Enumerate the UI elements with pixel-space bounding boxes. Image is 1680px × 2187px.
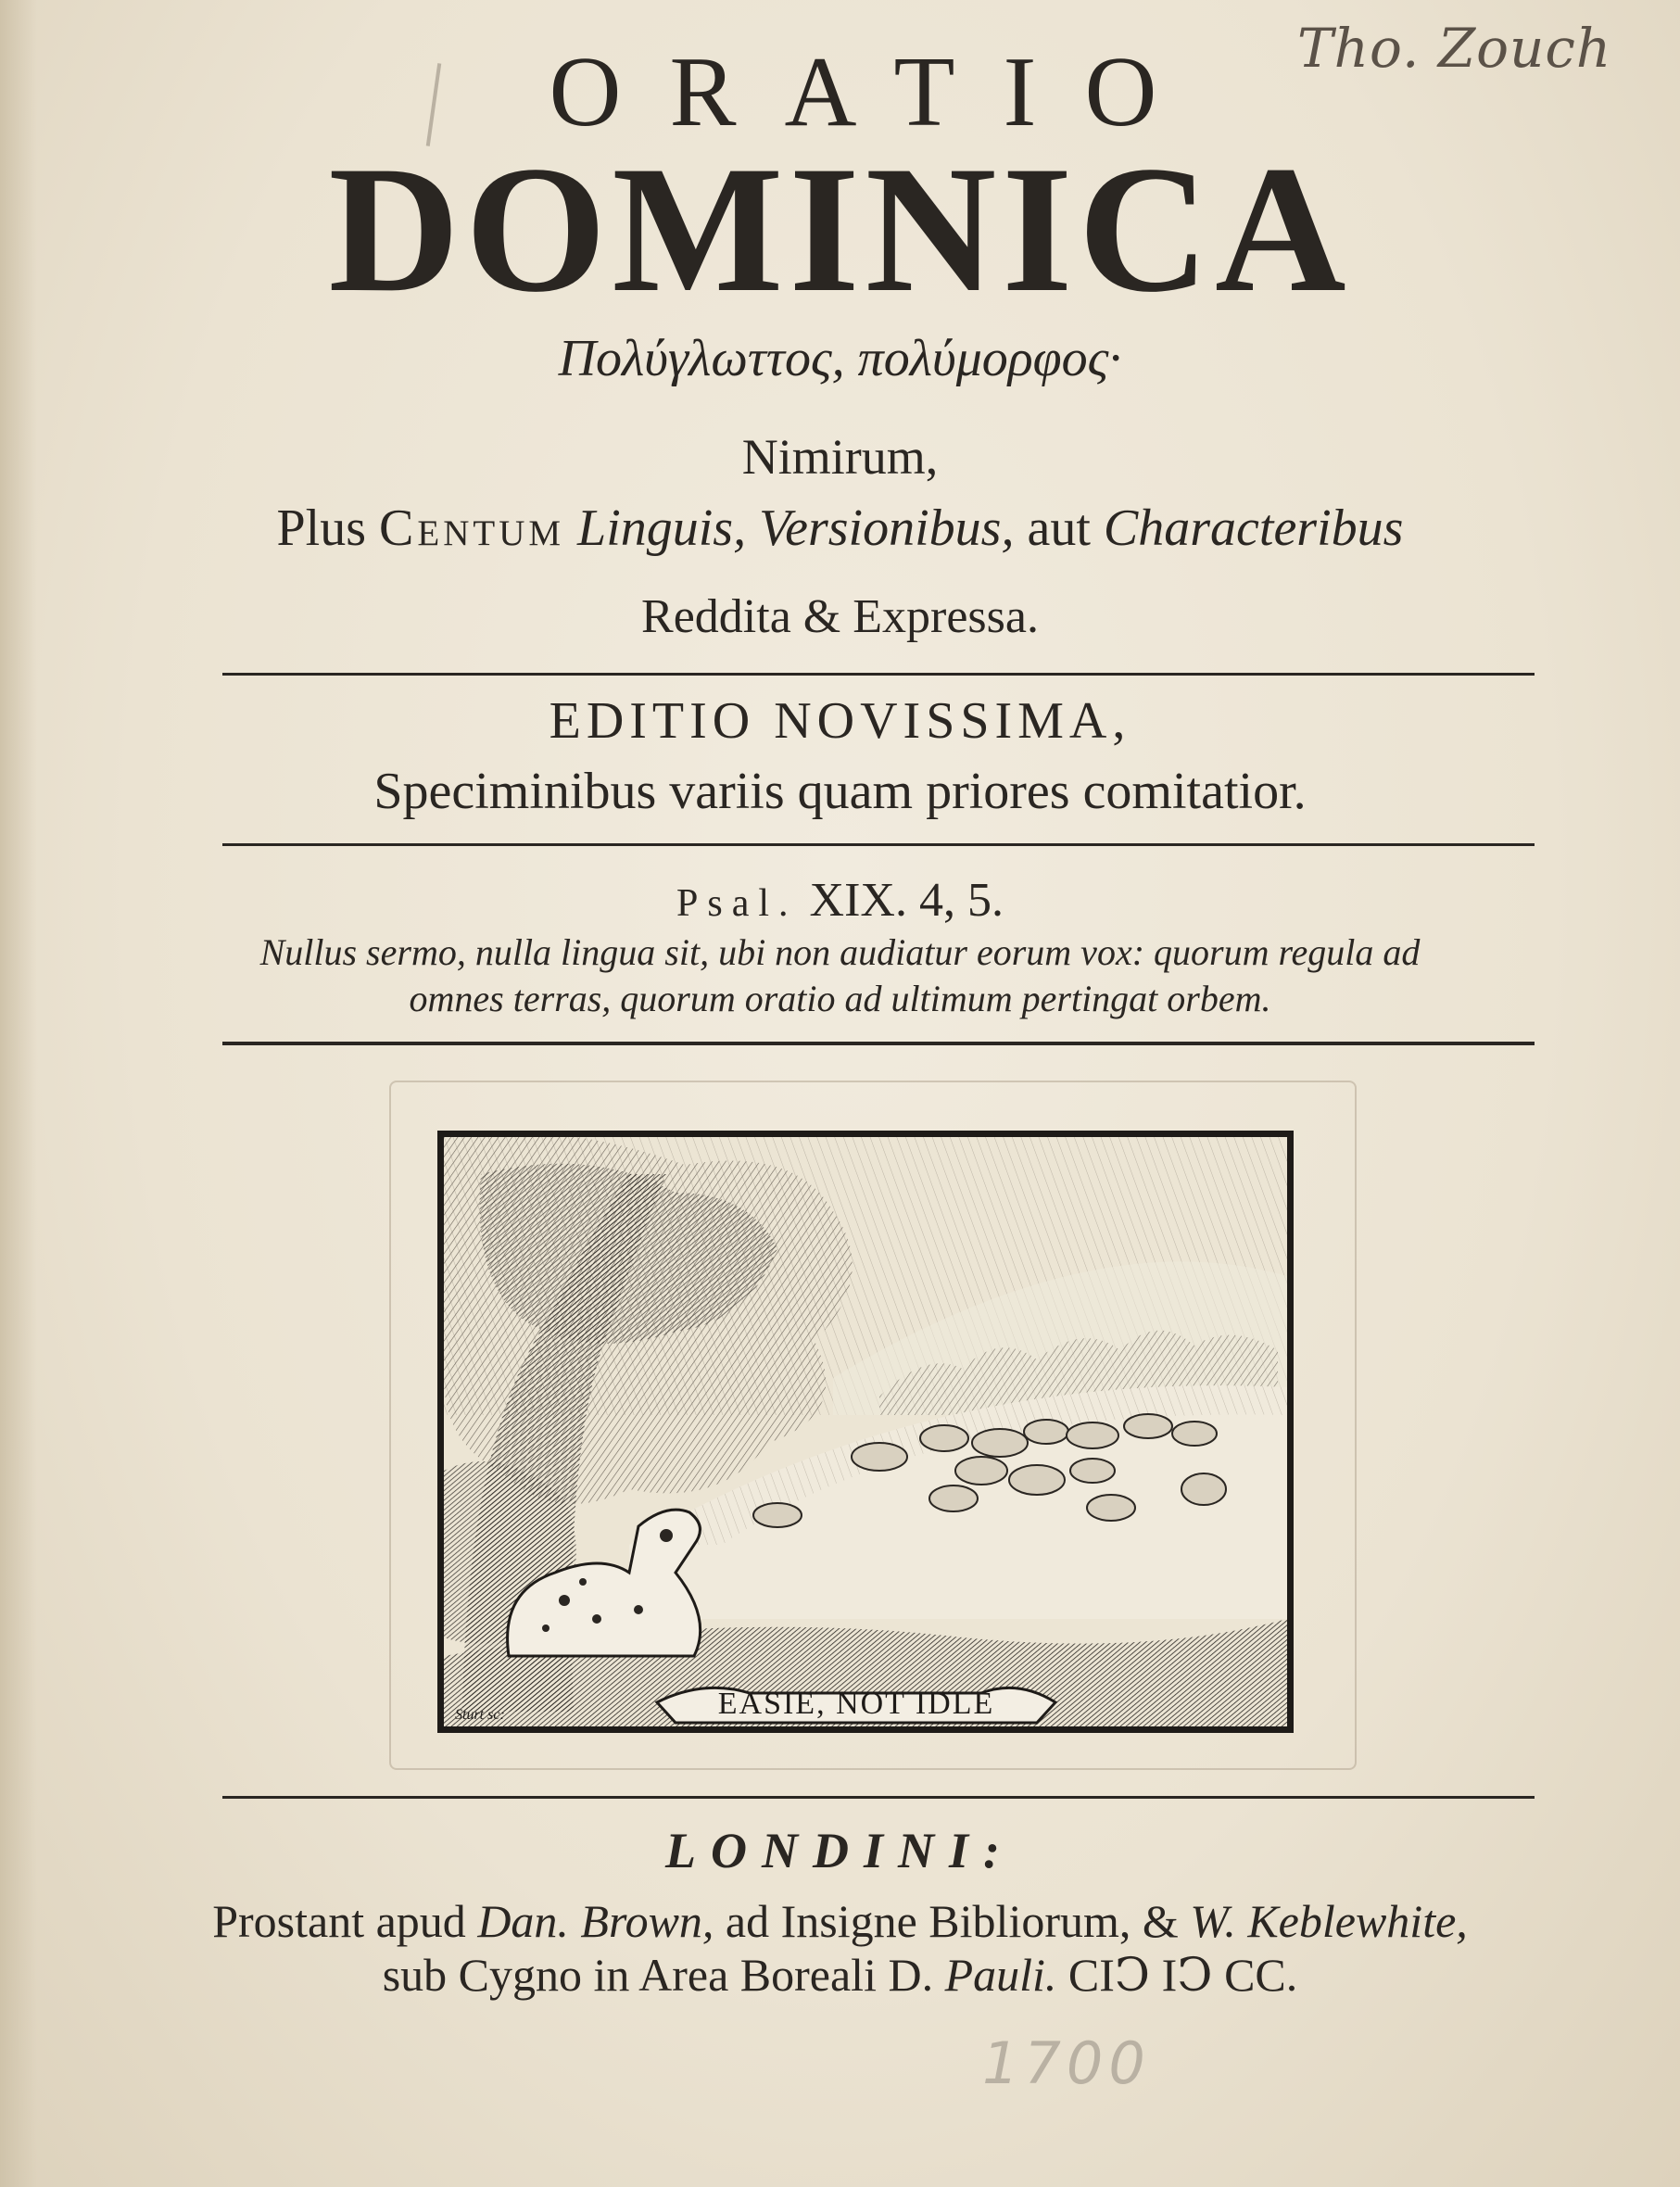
rule-divider bbox=[222, 1796, 1535, 1799]
subtitle-nimirum: Nimirum, bbox=[741, 429, 939, 485]
word-versionibus: Versionibus, bbox=[759, 499, 1015, 557]
vignette-illustration bbox=[444, 1137, 1287, 1726]
epigraph-ref-prefix: Psal. bbox=[676, 882, 798, 925]
rule-divider bbox=[222, 673, 1535, 676]
word-characteribus: Characteribus bbox=[1103, 499, 1404, 557]
epigraph-text-line1: Nullus sermo, nulla lingua sit, ubi non audiatur eorum vox: quorum regula ad bbox=[259, 931, 1421, 973]
imprint-publisher-brown: Dan. Brown, bbox=[477, 1895, 714, 1947]
imprint-prostant: Prostant apud bbox=[212, 1895, 466, 1947]
epigraph-text-line2: omnes terras, quorum oratio ad ultimum pertingat orbem. bbox=[409, 978, 1271, 1019]
word-plus: Plus bbox=[276, 499, 367, 557]
engraver-signature: Sturt sc: bbox=[455, 1707, 505, 1723]
pencil-date-note: 1700 bbox=[982, 2029, 1151, 2097]
imprint-year: CIↃ IↃ CC. bbox=[1067, 1949, 1298, 2001]
imprint-insigne: ad Insigne Bibliorum, & bbox=[725, 1895, 1179, 1947]
epigraph-ref-rest: XIX. 4, 5. bbox=[809, 874, 1004, 927]
imprint-line2 bbox=[0, 1948, 1680, 2002]
word-centum: Centum bbox=[379, 499, 565, 557]
imprint-sub-cygno: sub Cygno in Area Boreali D. bbox=[382, 1949, 934, 2001]
owner-signature: Tho. Zouch bbox=[1297, 17, 1612, 80]
epigraph-reference bbox=[0, 873, 1680, 928]
imprint-publisher-keblewhite: W. Keblewhite, bbox=[1190, 1895, 1468, 1947]
imprint-city: LONDINI: bbox=[665, 1823, 1015, 1878]
edition-tagline: Speciminibus variis quam priores comitatior. bbox=[373, 763, 1307, 820]
word-linguis: Linguis, bbox=[577, 499, 747, 557]
rule-divider bbox=[222, 843, 1535, 846]
subtitle-languages-line bbox=[0, 499, 1680, 558]
imprint-line1 bbox=[0, 1894, 1680, 1948]
rule-divider bbox=[222, 1042, 1535, 1045]
title-dominica: DOMINICA bbox=[328, 129, 1352, 330]
word-aut: aut bbox=[1027, 499, 1091, 557]
subtitle-reddita: Reddita & Expressa. bbox=[641, 590, 1039, 643]
imprint-pauli: Pauli. bbox=[944, 1949, 1057, 2001]
greek-subtitle: Πολύγλωττος, πολύμορφος· bbox=[558, 330, 1122, 387]
edition-title: EDITIO NOVISSIMA, bbox=[549, 692, 1131, 750]
vignette-motto: EASIE, NOT IDLE bbox=[717, 1687, 995, 1721]
title-oratio: ORATIO bbox=[549, 37, 1206, 147]
vignette-engraving bbox=[437, 1131, 1294, 1733]
